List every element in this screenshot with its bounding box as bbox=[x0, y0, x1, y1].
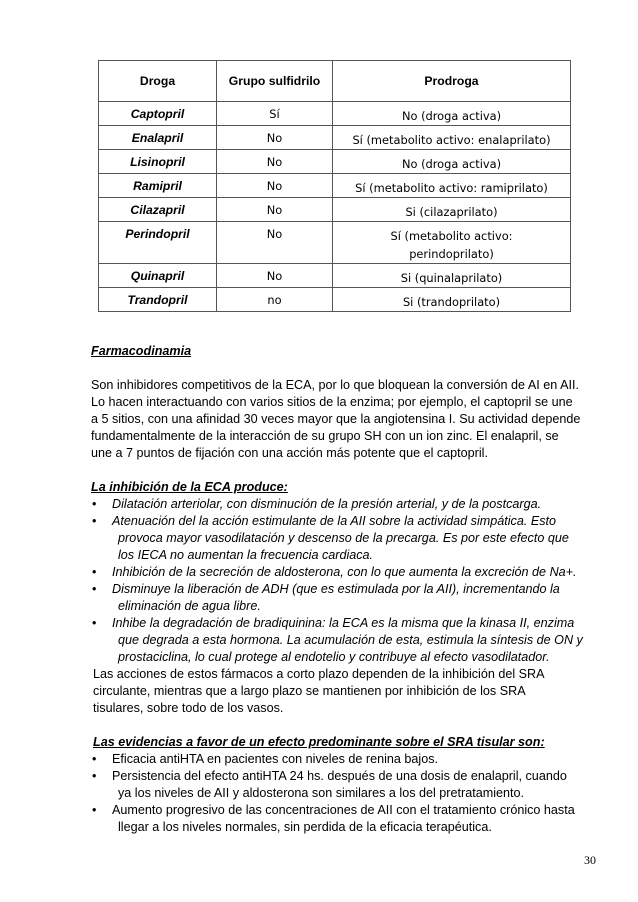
paragraph-line: fundamentalmente de la interacción de su grupo SH con un ion zinc. El enalapril, se bbox=[91, 429, 559, 443]
list-item-continuation: que degrada a esta hormona. La acumulación de esta, estimula la síntesis de ON y bbox=[118, 633, 583, 647]
list-item bbox=[91, 768, 611, 802]
inhibicion-closing bbox=[91, 666, 611, 717]
inhibicion-title: La inhibición de la ECA produce: bbox=[91, 480, 288, 494]
list-item-text: Atenuación del la acción estimulante de la AII sobre la actividad simpática. Esto bbox=[112, 514, 557, 528]
list-item-text: Inhibición de la secreción de aldosterona, con lo que aumenta la excreción de Na+. bbox=[112, 565, 577, 579]
list-item bbox=[91, 513, 611, 564]
drug-name: Perindopril bbox=[99, 222, 217, 264]
prodrug-value: Si (quinalaprilato) bbox=[333, 264, 571, 288]
paragraph-line: Son inhibidores competitivos de la ECA, por lo que bloquean la conversión de AI en AII. bbox=[91, 378, 579, 392]
document-body bbox=[91, 343, 611, 836]
prodrug-value bbox=[333, 222, 571, 264]
list-item-text: Persistencia del efecto antiHTA 24 hs. después de una dosis de enalapril, cuando bbox=[112, 769, 567, 783]
bullet-icon: • bbox=[92, 616, 97, 630]
farmacodinamia-paragraph bbox=[91, 377, 611, 462]
bullet-icon: • bbox=[92, 752, 97, 766]
sulfhydryl-value: No bbox=[217, 150, 333, 174]
table-row bbox=[99, 174, 571, 198]
drug-name: Quinapril bbox=[99, 264, 217, 288]
bullet-icon: • bbox=[92, 582, 97, 596]
table-row bbox=[99, 126, 571, 150]
page-number: 30 bbox=[584, 853, 596, 867]
prodrug-value: Sí (metabolito activo: ramiprilato) bbox=[333, 174, 571, 198]
list-item-continuation: prostaciclina, lo cual protege al endotelio y contribuye al efecto vasodilatador. bbox=[118, 650, 550, 664]
farmacodinamia-title: Farmacodinamia bbox=[91, 344, 192, 358]
table-header-row bbox=[99, 61, 571, 102]
table-row bbox=[99, 198, 571, 222]
bullet-icon: • bbox=[92, 497, 97, 511]
prodrug-value: No (droga activa) bbox=[333, 102, 571, 126]
drug-name: Enalapril bbox=[99, 126, 217, 150]
drug-name: Trandopril bbox=[99, 288, 217, 312]
list-item-text: Aumento progresivo de las concentraciones de AII con el tratamiento crónico hasta bbox=[112, 803, 575, 817]
list-item-text: Dilatación arteriolar, con disminución de la presión arterial, y de la postcarga. bbox=[112, 497, 542, 511]
table-row bbox=[99, 222, 571, 264]
prodrug-value: Si (cilazaprilato) bbox=[333, 198, 571, 222]
evidencias-title: Las evidencias a favor de un efecto predominante sobre el SRA tisular son: bbox=[93, 735, 545, 749]
table-row bbox=[99, 102, 571, 126]
list-item bbox=[91, 615, 611, 666]
list-item-continuation: eliminación de agua libre. bbox=[118, 599, 261, 613]
list-item-continuation: llegar a los niveles normales, sin perdida de la eficacia terapéutica. bbox=[118, 820, 492, 834]
sulfhydryl-value: No bbox=[217, 126, 333, 150]
paragraph-line: Lo hacen interactuando con varios sitios de la enzima; por ejemplo, el captopril se une bbox=[91, 395, 573, 409]
list-item-continuation: los IECA no aumentan la frecuencia cardiaca. bbox=[118, 548, 374, 562]
sulfhydryl-value: No bbox=[217, 174, 333, 198]
paragraph-line: tisulares, sobre todo de los vasos. bbox=[93, 701, 284, 715]
drug-name: Captopril bbox=[99, 102, 217, 126]
table-row bbox=[99, 264, 571, 288]
inhibicion-list bbox=[91, 496, 611, 666]
header-droga: Droga bbox=[99, 61, 217, 102]
list-item-text: Inhibe la degradación de bradiquinina: la ECA es la misma que la kinasa II, enzima bbox=[112, 616, 575, 630]
sulfhydryl-value: no bbox=[217, 288, 333, 312]
paragraph-line: circulante, mientras que a largo plazo se mantienen por inhibición de los SRA bbox=[93, 684, 526, 698]
list-item bbox=[91, 564, 611, 581]
list-item bbox=[91, 581, 611, 615]
drug-name: Cilazapril bbox=[99, 198, 217, 222]
header-prodroga: Prodroga bbox=[333, 61, 571, 102]
list-item bbox=[91, 802, 611, 836]
sulfhydryl-value: No bbox=[217, 222, 333, 264]
sulfhydryl-value: Sí bbox=[217, 102, 333, 126]
drug-name: Ramipril bbox=[99, 174, 217, 198]
drug-comparison-table bbox=[98, 60, 571, 312]
prodrug-value: Si (trandoprilato) bbox=[333, 288, 571, 312]
bullet-icon: • bbox=[92, 565, 97, 579]
table-row bbox=[99, 288, 571, 312]
bullet-icon: • bbox=[92, 803, 97, 817]
drug-name: Lisinopril bbox=[99, 150, 217, 174]
bullet-icon: • bbox=[92, 769, 97, 783]
prodrug-value: Sí (metabolito activo: enalaprilato) bbox=[333, 126, 571, 150]
prodrug-value: No (droga activa) bbox=[333, 150, 571, 174]
bullet-icon: • bbox=[92, 514, 97, 528]
list-item-text: Eficacia antiHTA en pacientes con niveles de renina bajos. bbox=[112, 752, 438, 766]
list-item bbox=[91, 751, 611, 768]
list-item-text: Disminuye la liberación de ADH (que es estimulada por la AII), incrementando la bbox=[112, 582, 560, 596]
list-item bbox=[91, 496, 611, 513]
evidencias-list bbox=[91, 751, 611, 836]
list-item-continuation: ya los niveles de AII y aldosterona son similares a los del pretratamiento. bbox=[118, 786, 525, 800]
list-item-continuation: provoca mayor vasodilatación y descenso de la precarga. Es por este efecto que bbox=[118, 531, 569, 545]
prodrug-text: Sí (metabolito activo: perindoprilato) bbox=[390, 229, 513, 261]
sulfhydryl-value: No bbox=[217, 198, 333, 222]
header-grupo-sulfidrilo: Grupo sulfidrilo bbox=[217, 61, 333, 102]
paragraph-line: a 5 sitios, con una afinidad 30 veces mayor que la angiotensina I. Su actividad depende bbox=[91, 412, 581, 426]
paragraph-line: une a 7 puntos de fijación con una acción más potente que el captopril. bbox=[91, 446, 488, 460]
paragraph-line: Las acciones de estos fármacos a corto plazo dependen de la inhibición del SRA bbox=[93, 667, 545, 681]
sulfhydryl-value: No bbox=[217, 264, 333, 288]
table-row bbox=[99, 150, 571, 174]
